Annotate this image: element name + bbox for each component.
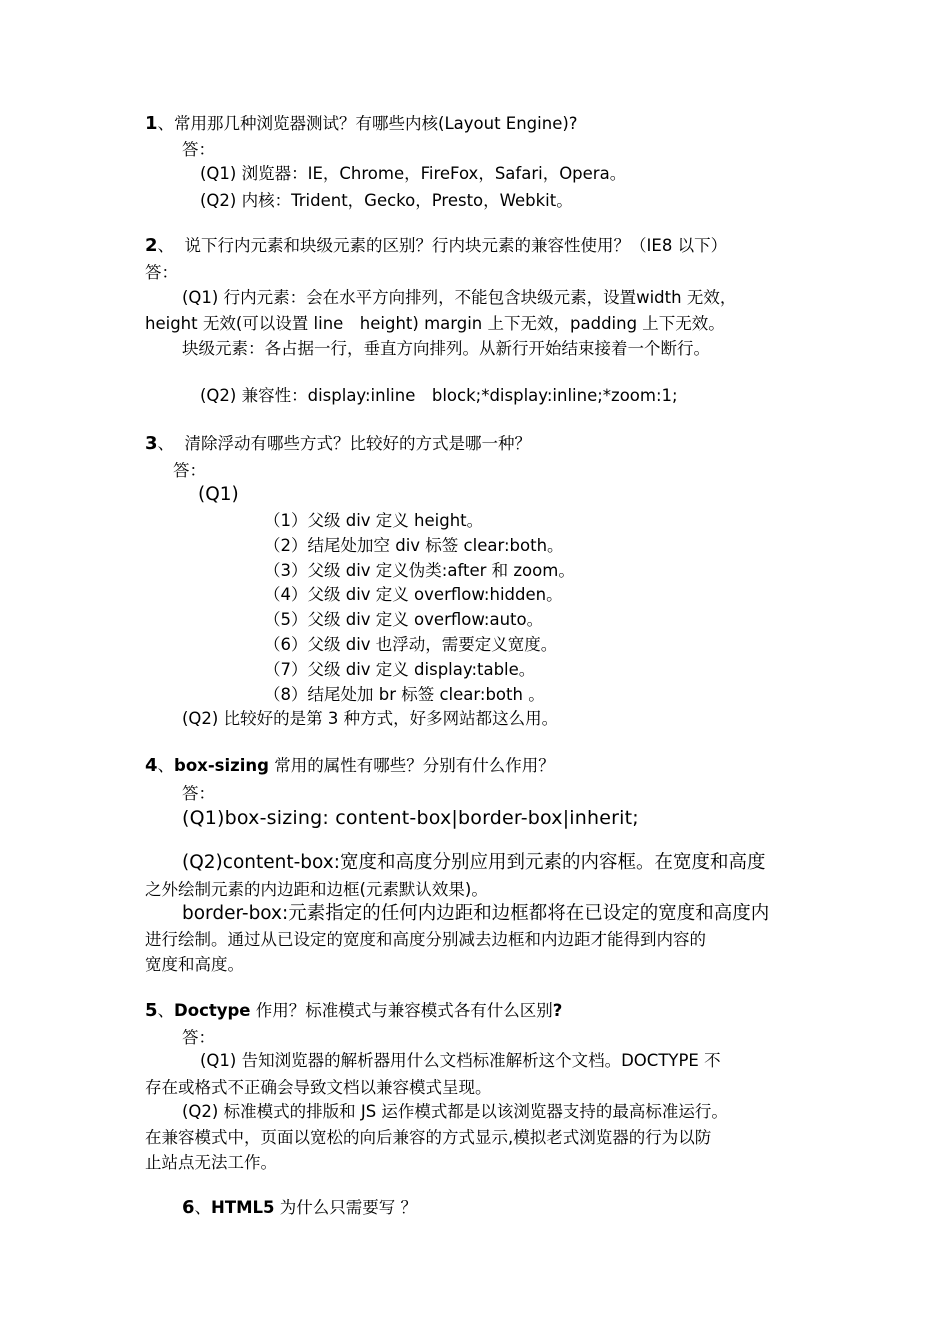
question-title: 作用？标准模式与兼容模式各有什么区别: [250, 1001, 553, 1020]
list-item: （5）父级 div 定义 overflow:auto。: [264, 610, 544, 629]
question-5-heading: 5、Doctype 作用？标准模式与兼容模式各有什么区别?: [145, 1000, 563, 1021]
question-keyword: Doctype: [174, 1001, 251, 1020]
answer-q1-label: (Q1): [198, 484, 239, 505]
answer-line: 止站点无法工作。: [145, 1153, 277, 1172]
question-4-heading: 4、box-sizing 常用的属性有哪些？分别有什么作用？: [145, 755, 555, 776]
question-2-heading: 2、 说下行内元素和块级元素的区别？行内块元素的兼容性使用？（IE8 以下）: [145, 235, 728, 256]
question-title: 说下行内元素和块级元素的区别？行内块元素的兼容性使用？（IE8 以下）: [184, 236, 728, 255]
answer-label: 答：: [182, 1028, 215, 1047]
question-keyword: box-sizing: [174, 756, 269, 775]
question-keyword: HTML5: [211, 1198, 275, 1217]
answer-line: (Q2) 兼容性：display:inline block;*display:inline;*zoom:1;: [200, 386, 678, 405]
list-item: （1）父级 div 定义 height。: [264, 511, 484, 530]
answer-q1-line: (Q1)box-sizing: content-box|border-box|inherit;: [182, 807, 639, 829]
answer-line: 进行绘制。通过从已设定的宽度和高度分别减去边框和内边距才能得到内容的: [145, 930, 706, 949]
answer-line: 块级元素：各占据一行，垂直方向排列。从新行开始结束接着一个断行。: [182, 339, 710, 358]
list-item: （7）父级 div 定义 display:table。: [264, 660, 536, 679]
question-title: 常用那几种浏览器测试？有哪些内核(Layout Engine)?: [174, 114, 578, 133]
answer-line: 之外绘制元素的内边距和边框(元素默认效果)。: [145, 880, 488, 899]
question-number: 2: [145, 235, 158, 256]
answer-line: 在兼容模式中，页面以宽松的向后兼容的方式显示,模拟老式浏览器的行为以防: [145, 1128, 712, 1147]
question-number: 1: [145, 113, 158, 134]
question-title: 常用的属性有哪些？分别有什么作用？: [268, 756, 555, 775]
answer-label: 答：: [182, 784, 215, 803]
answer-line: (Q2) 标准模式的排版和 JS 运作模式都是以该浏览器支持的最高标准运行。: [182, 1102, 728, 1121]
answer-line: 存在或格式不正确会导致文档以兼容模式呈现。: [145, 1078, 492, 1097]
answer-line: (Q2)content-box:宽度和高度分别应用到元素的内容框。在宽度和高度: [182, 852, 766, 873]
answer-label: 答：: [145, 263, 178, 282]
answer-label: 答：: [173, 461, 206, 480]
list-item: （6）父级 div 也浮动，需要定义宽度。: [264, 635, 558, 654]
question-6-heading: 6、HTML5 为什么只需要写 ？: [182, 1197, 418, 1218]
list-item: （2）结尾处加空 div 标签 clear:both。: [264, 536, 564, 555]
answer-line: border-box:元素指定的任何内边距和边框都将在已设定的宽度和高度内: [182, 903, 770, 924]
answer-line: (Q1) 行内元素：会在水平方向排列，不能包含块级元素，设置width 无效，: [182, 288, 737, 307]
question-title: 清除浮动有哪些方式？比较好的方式是哪一种？: [184, 434, 532, 453]
answer-line: height 无效(可以设置 line height) margin 上下无效，padding 上下无效。: [145, 314, 725, 333]
question-3-heading: 3、 清除浮动有哪些方式？比较好的方式是哪一种？: [145, 433, 532, 454]
answer-line: (Q1) 浏览器：IE，Chrome，FireFox，Safari，Opera。: [200, 164, 627, 183]
question-number: 4: [145, 755, 158, 776]
question-number: 5: [145, 1000, 158, 1021]
list-item: （8）结尾处加 br 标签 clear:both 。: [264, 685, 545, 704]
answer-line: (Q2) 比较好的是第 3 种方式，好多网站都这么用。: [182, 709, 559, 728]
question-number: 6: [182, 1197, 195, 1218]
answer-line: (Q1) 告知浏览器的解析器用什么文档标准解析这个文档。DOCTYPE 不: [200, 1051, 721, 1070]
question-1-heading: 1、常用那几种浏览器测试？有哪些内核(Layout Engine)?: [145, 113, 578, 134]
question-number: 3: [145, 433, 158, 454]
list-item: （3）父级 div 定义伪类:after 和 zoom。: [264, 561, 575, 580]
answer-label: 答：: [182, 140, 215, 159]
answer-line: (Q2) 内核：Trident，Gecko，Presto，Webkit。: [200, 191, 573, 210]
question-title: 为什么只需要写 ？: [274, 1198, 418, 1217]
list-item: （4）父级 div 定义 overflow:hidden。: [264, 585, 563, 604]
answer-line: 宽度和高度。: [145, 955, 244, 974]
